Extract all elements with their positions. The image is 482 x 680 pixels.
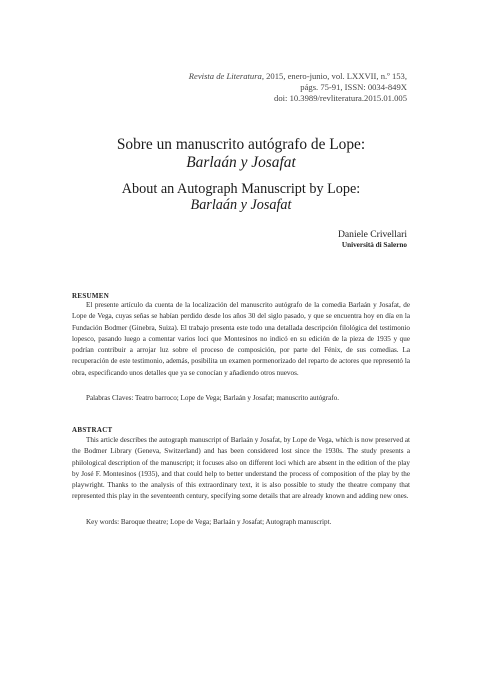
title-spanish (60, 136, 422, 172)
resumen-text (72, 300, 410, 379)
abstract-heading: ABSTRACT (72, 426, 113, 434)
journal-issue: 2015, enero-junio, vol. LXXVII, n.º 153, (263, 71, 407, 81)
title-spanish-line-2: Barlaán y Josafat (186, 154, 296, 171)
abstract-text (72, 435, 410, 503)
resumen-paragraph: El presente artículo da cuenta de la localización del manuscrito autógrafo de la comedia Barlaán y Josafat, de Lope de Vega, cuyas señas se habían perdido desde los años 30 del siglo pasado, y que se encuentra hoy en día en la Fundación Bodmer (Ginebra, Suiza). El trabajo presenta este todo una detallada descripción filológica del testimonio lopesco, pasando luego a comentar varios loci que Montesinos no indicó en su edición de la pieza de 1935 y que podrían contribuir a arrojar luz sobre el proceso de composición, por parte del Fénix, de sus comedias. La recuperación de este testimonio, además, posibilita un examen pormenorizado del reparto de actores que representó la obra, especificando unos detalles que ya se conocían y añadiendo otros nuevos. (72, 301, 410, 377)
title-spanish-line-1: Sobre un manuscrito autógrafo de Lope: (116, 136, 366, 153)
title-english-line-2: Barlaán y Josafat (190, 197, 292, 213)
abstract-keywords: Key words: Baroque theatre; Lope de Vega; Barlaán y Josafat; Autograph manuscript. (86, 518, 332, 526)
title-english (60, 181, 422, 213)
journal-pages-issn: págs. 75-91, ISSN: 0034-849X (300, 82, 407, 93)
journal-name: Revista de Literatura, (188, 71, 264, 81)
journal-citation (147, 71, 407, 105)
resumen-heading: RESUMEN (72, 292, 110, 300)
journal-line-1 (147, 71, 407, 82)
abstract-paragraph: This article describes the autograph manuscript of Barlaán y Josafat, by Lope de Vega, which is now preserved at the Bodmer Library (Geneva, Switzerland) and has been considered lost since the 1930s. The study presents a philological description of the manuscript; it focuses also on different loci which are absent in the edition of the play by José F. Montesinos (1935), and that could help to better understand the process of composition of the play by the playwright. Thanks to the analysis of this extraordinary text, it is also possible to study the theatre company that represented this play in the seventeenth century, specifying some details that are already known and adding new ones. (72, 436, 410, 501)
title-english-line-1: About an Autograph Manuscript by Lope: (121, 181, 361, 197)
author-name: Daniele Crivellari (338, 229, 407, 240)
author-affiliation: Università di Salerno (341, 241, 407, 249)
journal-doi: doi: 10.3989/revliteratura.2015.01.005 (274, 93, 407, 104)
resumen-keywords: Palabras Claves: Teatro barroco; Lope de Vega; Barlaán y Josafat; manuscrito autógrafo. (86, 394, 340, 402)
